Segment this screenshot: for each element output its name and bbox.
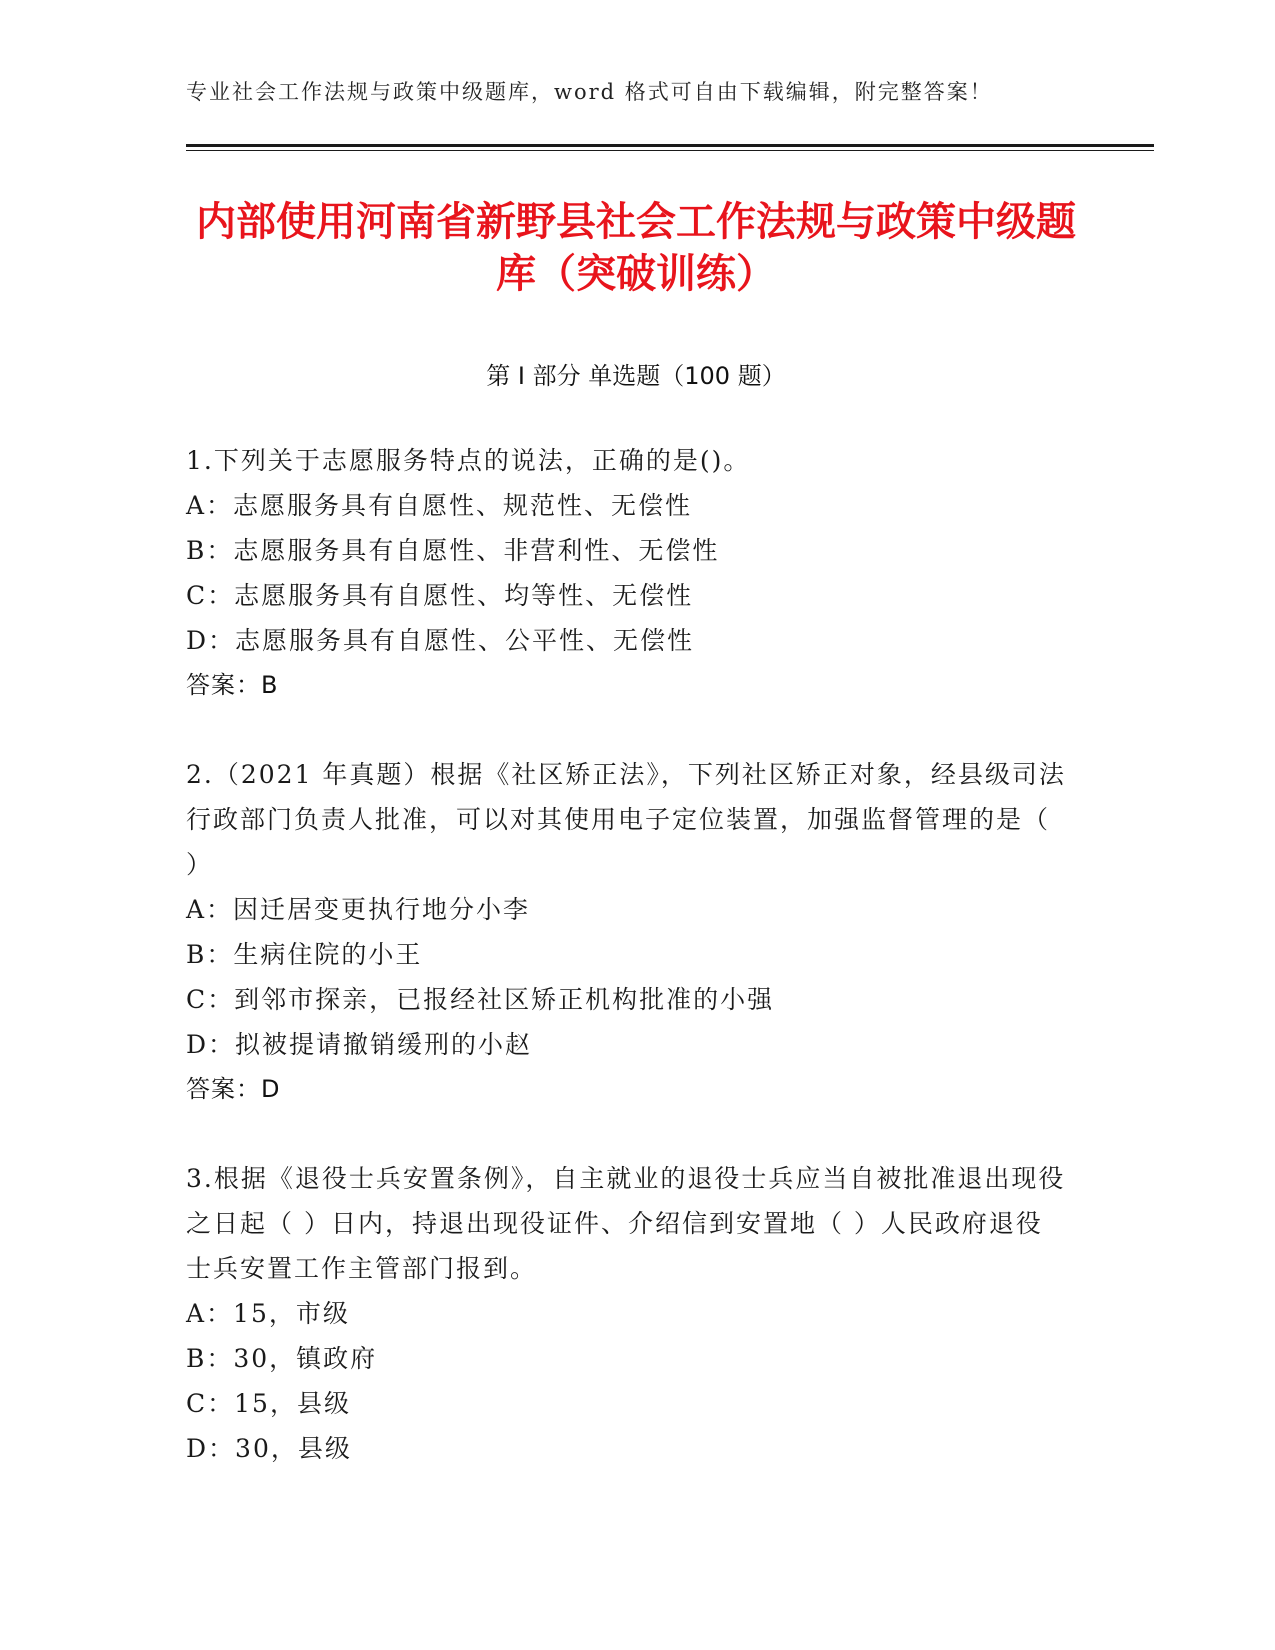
option-b: B：志愿服务具有自愿性、非营利性、无偿性: [186, 536, 720, 565]
question-3: [186, 1156, 1066, 1471]
option-a: A：志愿服务具有自愿性、规范性、无偿性: [186, 491, 693, 520]
option-a: A：15，市级: [186, 1299, 350, 1328]
document-title: 内部使用河南省新野县社会工作法规与政策中级题库（突破训练）: [196, 199, 1076, 297]
option-a: A：因迁居变更执行地分小李: [186, 895, 531, 924]
answer: 答案：B: [186, 671, 279, 699]
answer: 答案：D: [186, 1075, 281, 1103]
section-heading: 第 I 部分 单选题（100 题）: [486, 362, 786, 390]
option-c: C：到邻市探亲，已报经社区矫正机构批准的小强: [186, 985, 775, 1014]
question-stem: 2.（2021 年真题）根据《社区矫正法》，下列社区矫正对象，经县级司法行政部门负责人批准，可以对其使用电子定位装置，加强监督管理的是（ ）: [186, 760, 1066, 879]
question-2: [186, 752, 1066, 1112]
option-d: D：志愿服务具有自愿性、公平性、无偿性: [186, 626, 695, 655]
option-b: B：30，镇政府: [186, 1344, 378, 1373]
option-d: D：拟被提请撤销缓刑的小赵: [186, 1030, 533, 1059]
option-c: C：15，县级: [186, 1389, 351, 1418]
option-d: D：30，县级: [186, 1434, 352, 1463]
header-rule-thin: [186, 150, 1154, 151]
header-note: 专业社会工作法规与政策中级题库，word 格式可自由下载编辑，附完整答案！: [186, 80, 993, 104]
question-list: [186, 438, 1066, 1515]
option-c: C：志愿服务具有自愿性、均等性、无偿性: [186, 581, 694, 610]
option-b: B：生病住院的小王: [186, 940, 423, 969]
question-stem: 3.根据《退役士兵安置条例》，自主就业的退役士兵应当自被批准退出现役之日起（ ）日内，持退出现役证件、介绍信到安置地（ ）人民政府退役士兵安置工作主管部门报到。: [186, 1164, 1066, 1283]
question-1: [186, 438, 1066, 708]
question-stem: 1.下列关于志愿服务特点的说法，正确的是()。: [186, 446, 751, 475]
header-rule-thick: [186, 144, 1154, 147]
